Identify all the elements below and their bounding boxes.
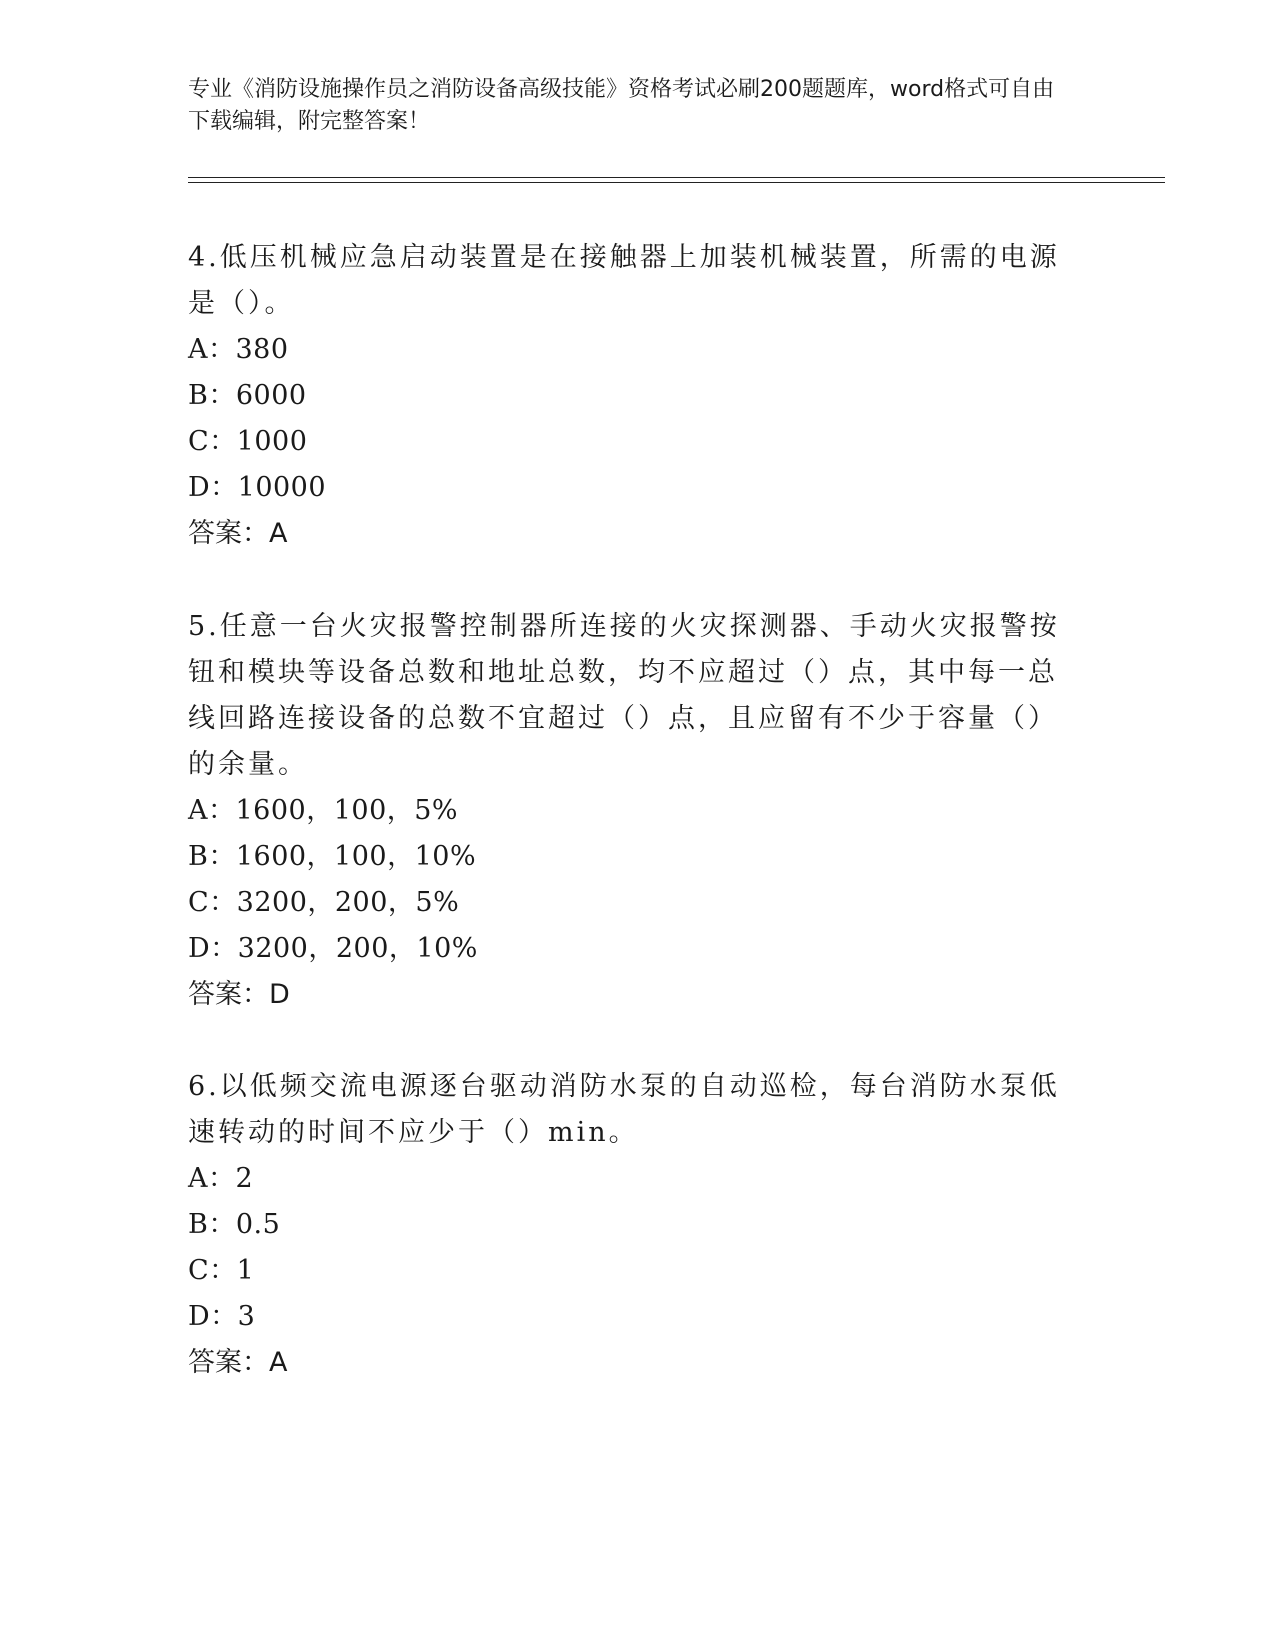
- option-b: B：0.5: [188, 1209, 281, 1240]
- option-c: C：1: [188, 1255, 255, 1286]
- option-b: B：6000: [188, 380, 307, 411]
- option-a: A：2: [188, 1163, 254, 1194]
- question-4: [188, 235, 1068, 557]
- question-stem: 6.以低频交流电源逐台驱动消防水泵的自动巡检，每台消防水泵低速转动的时间不应少于（）min。: [188, 1071, 1060, 1148]
- question-stem: 4.低压机械应急启动装置是在接触器上加装机械装置，所需的电源是（）。: [188, 242, 1060, 319]
- question-stem: 5.任意一台火灾报警控制器所连接的火灾探测器、手动火灾报警按钮和模块等设备总数和地址总数，均不应超过（）点，其中每一总线回路连接设备的总数不宜超过（）点，且应留有不少于容量（）的余量。: [188, 611, 1060, 780]
- option-a: A：380: [188, 334, 289, 365]
- option-d: D：3200，200，10%: [188, 933, 478, 964]
- document-header: 专业《消防设施操作员之消防设备高级技能》资格考试必刷200题题库，word格式可自由下载编辑，附完整答案！: [188, 77, 1055, 134]
- answer-line: 答案：A: [188, 518, 288, 549]
- answer-line: 答案：D: [188, 979, 290, 1010]
- option-a: A：1600，100，5%: [188, 795, 459, 826]
- header-divider-bottom: [188, 182, 1165, 183]
- answer-line: 答案：A: [188, 1347, 288, 1378]
- question-6: [188, 1064, 1068, 1386]
- option-b: B：1600，100，10%: [188, 841, 477, 872]
- header-divider-top: [188, 177, 1165, 178]
- option-d: D：3: [188, 1301, 256, 1332]
- option-c: C：3200，200，5%: [188, 887, 460, 918]
- option-c: C：1000: [188, 426, 308, 457]
- option-d: D：10000: [188, 472, 327, 503]
- question-5: [188, 604, 1068, 1018]
